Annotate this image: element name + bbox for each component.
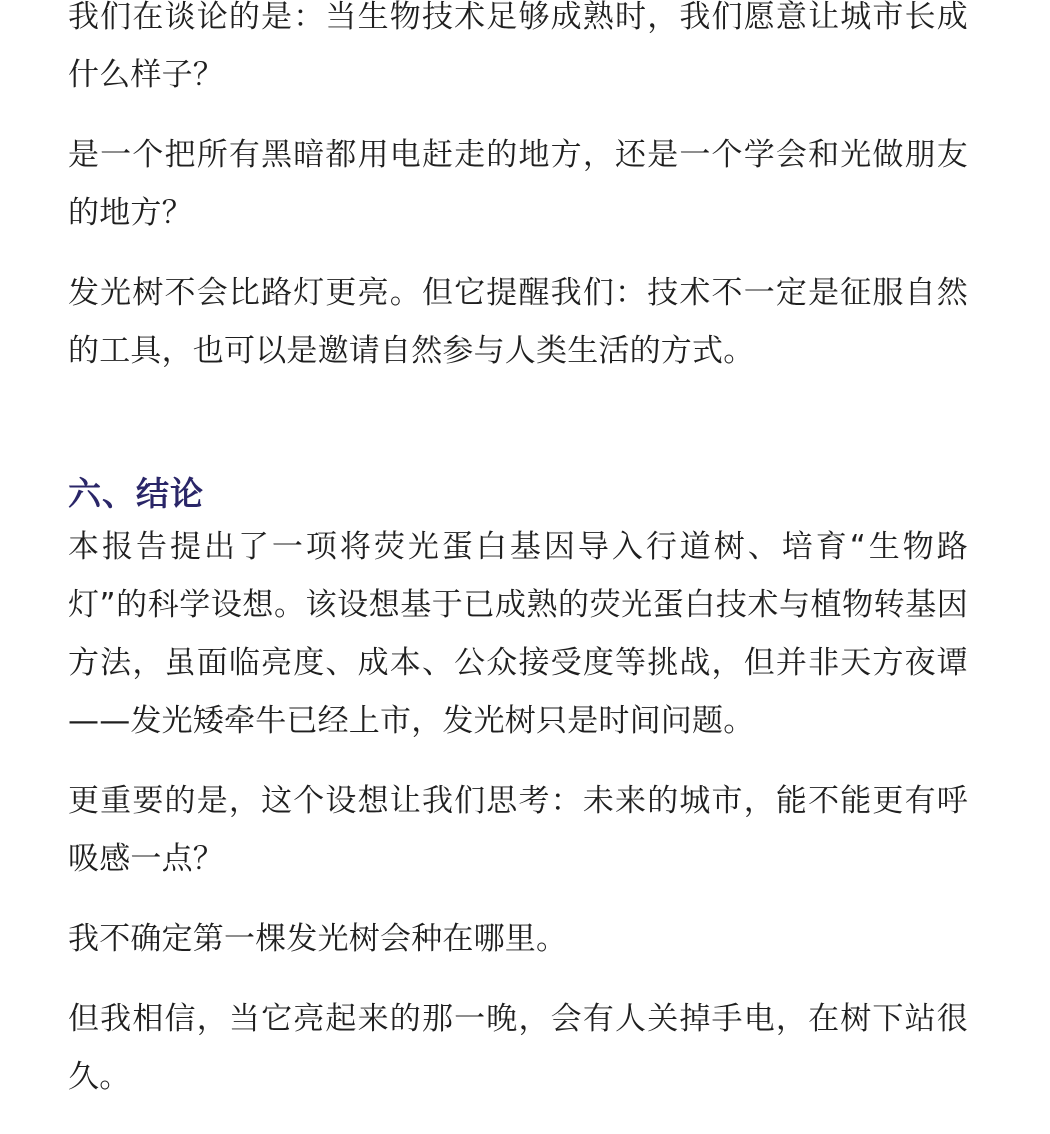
paragraph-darkness-or-light: 是一个把所有黑暗都用电赶走的地方，还是一个学会和光做朋友的地方？ [68, 137, 968, 231]
paragraph-first-tree: 我不确定第一棵发光树会种在哪里。 [68, 921, 568, 957]
section-heading-conclusion: 六、结论 [68, 474, 204, 513]
paragraph-glowing-tree-reminder: 发光树不会比路灯更亮。但它提醒我们：技术不一定是征服自然的工具，也可以是邀请自然参与人类生活的方式。 [68, 275, 968, 369]
paragraph-breathing-city: 更重要的是，这个设想让我们思考：未来的城市，能不能更有呼吸感一点？ [68, 783, 968, 877]
paragraph-report-summary: 本报告提出了一项将荧光蛋白基因导入行道树、培育“生物路灯”的科学设想。该设想基于已成熟的荧光蛋白技术与植物转基因方法，虽面临亮度、成本、公众接受度等挑战，但并非天方夜谭——发光矮牵牛已经上市，发光树只是时间问题。 [68, 529, 968, 739]
paragraph-closing-night: 但我相信，当它亮起来的那一晚，会有人关掉手电，在树下站很久。 [68, 1001, 968, 1095]
paragraph-city-question: 我们在谈论的是：当生物技术足够成熟时，我们愿意让城市长成什么样子？ [68, 0, 968, 93]
article-body [68, 0, 968, 1106]
